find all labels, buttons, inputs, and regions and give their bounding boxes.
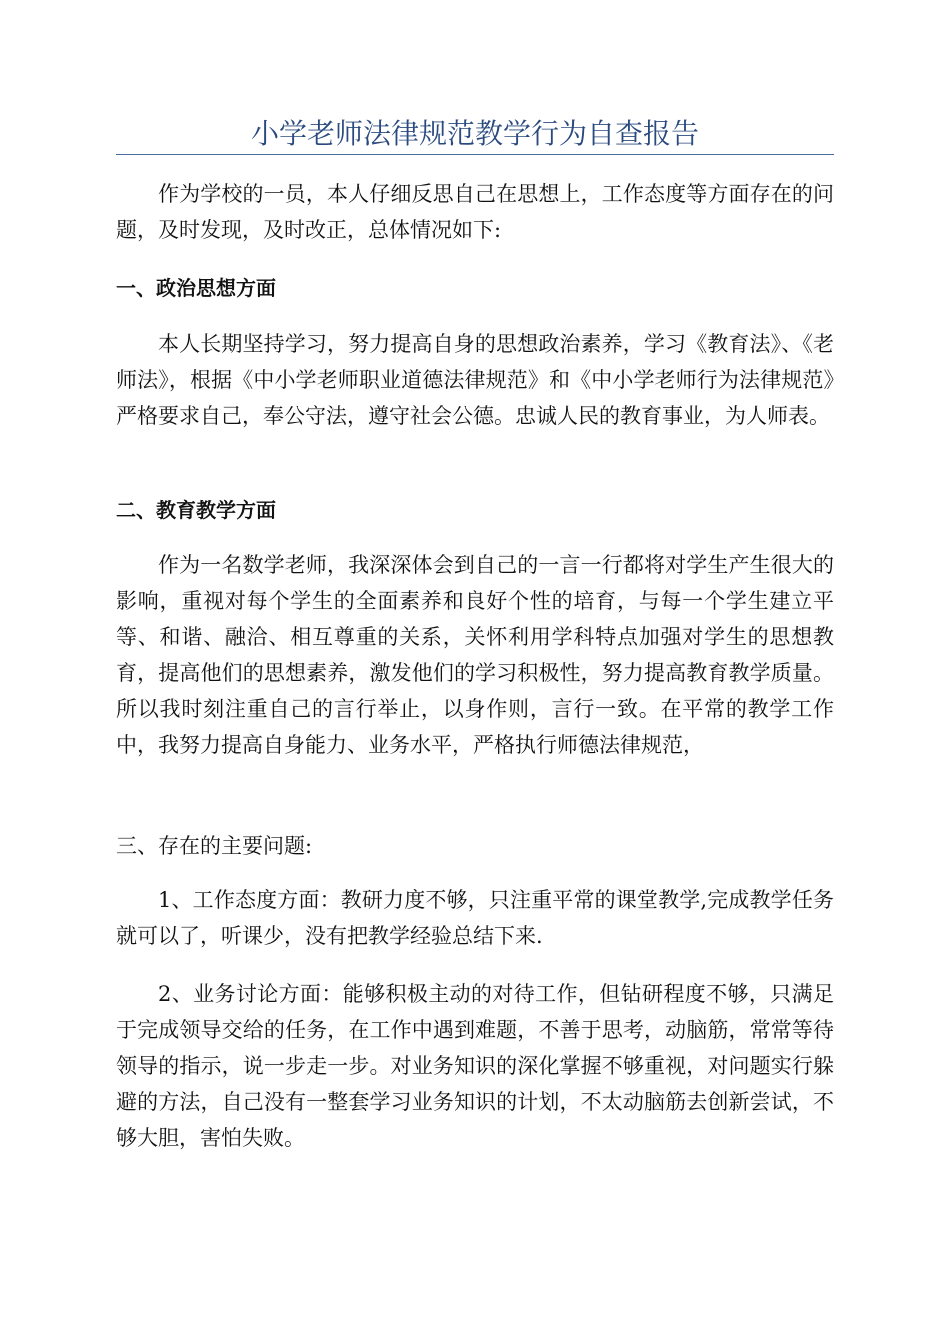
problem-paragraph-work-attitude: 1、工作态度方面：教研力度不够，只注重平常的课堂教学,完成教学任务就可以了，听课少，没有把教学经验总结下来.: [116, 888, 834, 948]
section-heading-politics: 一、政治思想方面: [116, 276, 276, 300]
politics-paragraph: 本人长期坚持学习，努力提高自身的思想政治素养，学习《教育法》、《老师法》，根据《中小学老师职业道德法律规范》和《中小学老师行为法律规范》严格要求自己，奉公守法，遵守社会公德。忠诚人民的教育事业，为人师表。: [116, 332, 834, 428]
teaching-paragraph: 作为一名数学老师，我深深体会到自己的一言一行都将对学生产生很大的影响，重视对每个学生的全面素养和良好个性的培育，与每一个学生建立平等、和谐、融洽、相互尊重的关系，关怀利用学科特点加强对学生的思想教育，提高他们的思想素养，激发他们的学习积极性，努力提高教育教学质量。所以我时刻注重自己的言行举止，以身作则，言行一致。在平常的教学工作中，我努力提高自身能力、业务水平，严格执行师德法律规范，: [116, 553, 834, 757]
title-underline: [116, 154, 834, 155]
section-heading-problems: 三、存在的主要问题:: [116, 834, 313, 858]
intro-paragraph: 作为学校的一员，本人仔细反思自己在思想上，工作态度等方面存在的问题，及时发现，及时改正，总体情况如下:: [116, 182, 834, 242]
section-heading-teaching: 二、教育教学方面: [116, 498, 276, 522]
document-title: 小学老师法律规范教学行为自查报告: [250, 117, 699, 150]
problem-paragraph-business-discussion: 2、业务讨论方面：能够积极主动的对待工作，但钻研程度不够，只满足于完成领导交给的任务，在工作中遇到难题，不善于思考，动脑筋，常常等待领导的指示，说一步走一步。对业务知识的深化掌握不够重视，对问题实行躲避的方法，自己没有一整套学习业务知识的计划，不太动脑筋去创新尝试，不够大胆，害怕失败。: [116, 982, 834, 1150]
